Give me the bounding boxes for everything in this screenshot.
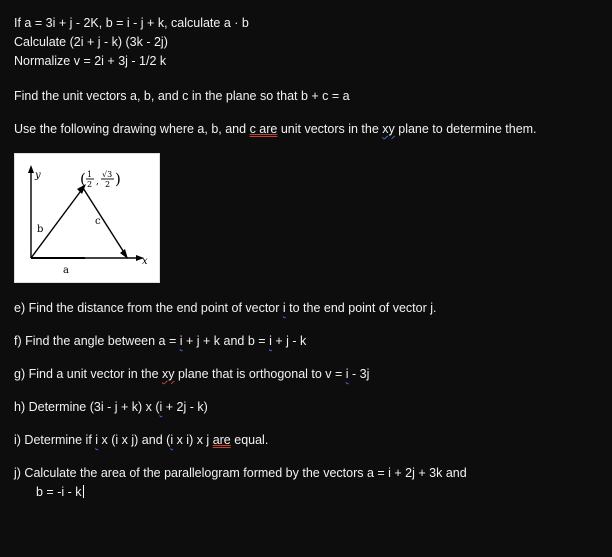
item-j-continuation-text: b = -i - k	[36, 485, 82, 499]
instruction-grammar-flag: c are	[249, 122, 278, 136]
item-f-segment-2: + j + k and b =	[182, 334, 270, 348]
item-i-segment-4: x i) x j	[173, 433, 213, 447]
vector-diagram-svg	[15, 154, 159, 282]
instruction-part-2: unit vectors in the	[277, 122, 383, 136]
instruction-part-3: plane to determine them.	[394, 122, 537, 136]
y-axis-arrowhead	[28, 165, 34, 173]
item-h-segment-1: i	[159, 400, 163, 414]
frac-y-denominator: 2	[105, 180, 111, 189]
vector-c-label: c	[95, 216, 101, 227]
frac-x-denominator: 2	[87, 180, 93, 189]
frac-y-numerator: √3	[102, 170, 113, 179]
item-e-segment-0: e) Find the distance from the end point of vector	[14, 301, 283, 315]
item-e	[14, 299, 596, 318]
instruction-part-1: Use the following drawing where a, b, and	[14, 122, 250, 136]
paragraph-unit-vectors: Find the unit vectors a, b, and c in the plane so that b + c = a	[14, 89, 350, 103]
problem-line-2: Calculate (2i + j - k) (3k - 2j)	[14, 35, 168, 49]
instruction-paragraph	[14, 120, 596, 139]
item-f-segment-3: i	[269, 334, 272, 348]
problem-line-3: Normalize v = 2i + 3j - 1/2 k	[14, 54, 167, 68]
item-g-segment-3: i	[345, 367, 349, 381]
item-h-segment-2: + 2j - k)	[162, 400, 208, 414]
item-h	[14, 398, 596, 417]
item-e-segment-2: to the end point of vector j.	[285, 301, 437, 315]
item-j-continuation	[14, 483, 596, 502]
item-g-segment-0: g) Find a unit vector in the	[14, 367, 162, 381]
item-i-segment-1: i	[95, 433, 99, 447]
problem-line-1: If a = 3i + j - 2K, b = i - j + k, calculate a · b	[14, 16, 249, 30]
item-i-segment-5: are	[212, 433, 231, 447]
text-cursor	[83, 485, 84, 498]
problem-items-list	[14, 299, 596, 483]
vector-c-line	[83, 188, 125, 254]
item-f-segment-0: f) Find the angle between a =	[14, 334, 180, 348]
item-i-segment-6: equal.	[230, 433, 269, 447]
instruction-spell-flag: xy	[382, 122, 395, 136]
item-g-segment-1: xy	[162, 367, 175, 381]
item-i-segment-2: x (i x j) and (	[98, 433, 171, 447]
item-f	[14, 332, 596, 351]
item-e-segment-1: i	[282, 301, 286, 315]
item-h-segment-0: h) Determine (3i - j + k) x (	[14, 400, 160, 414]
item-i-segment-3: i	[170, 433, 174, 447]
item-g	[14, 365, 596, 384]
vector-diagram-figure	[14, 153, 160, 283]
item-j	[14, 464, 596, 483]
item-f-segment-1: i	[179, 334, 183, 348]
item-g-segment-4: - 3j	[348, 367, 370, 381]
paren-close: )	[115, 170, 121, 188]
y-axis-label: y	[35, 170, 41, 181]
apex-coordinate-label	[80, 170, 121, 189]
vector-b-line	[31, 188, 83, 258]
vector-a-label: a	[63, 265, 69, 276]
paren-open: (	[80, 170, 86, 188]
coordinate-separator: ,	[96, 177, 99, 187]
x-axis-label: x	[142, 256, 148, 267]
frac-x-numerator: 1	[87, 170, 93, 179]
item-g-segment-2: plane that is orthogonal to v =	[174, 367, 346, 381]
item-i	[14, 431, 596, 450]
item-i-segment-0: i) Determine if	[14, 433, 96, 447]
item-f-segment-4: + j - k	[271, 334, 307, 348]
item-j-segment-0: j) Calculate the area of the parallelogram formed by the vectors a = i + 2j + 3k and	[14, 466, 467, 480]
vector-b-label: b	[37, 224, 44, 235]
